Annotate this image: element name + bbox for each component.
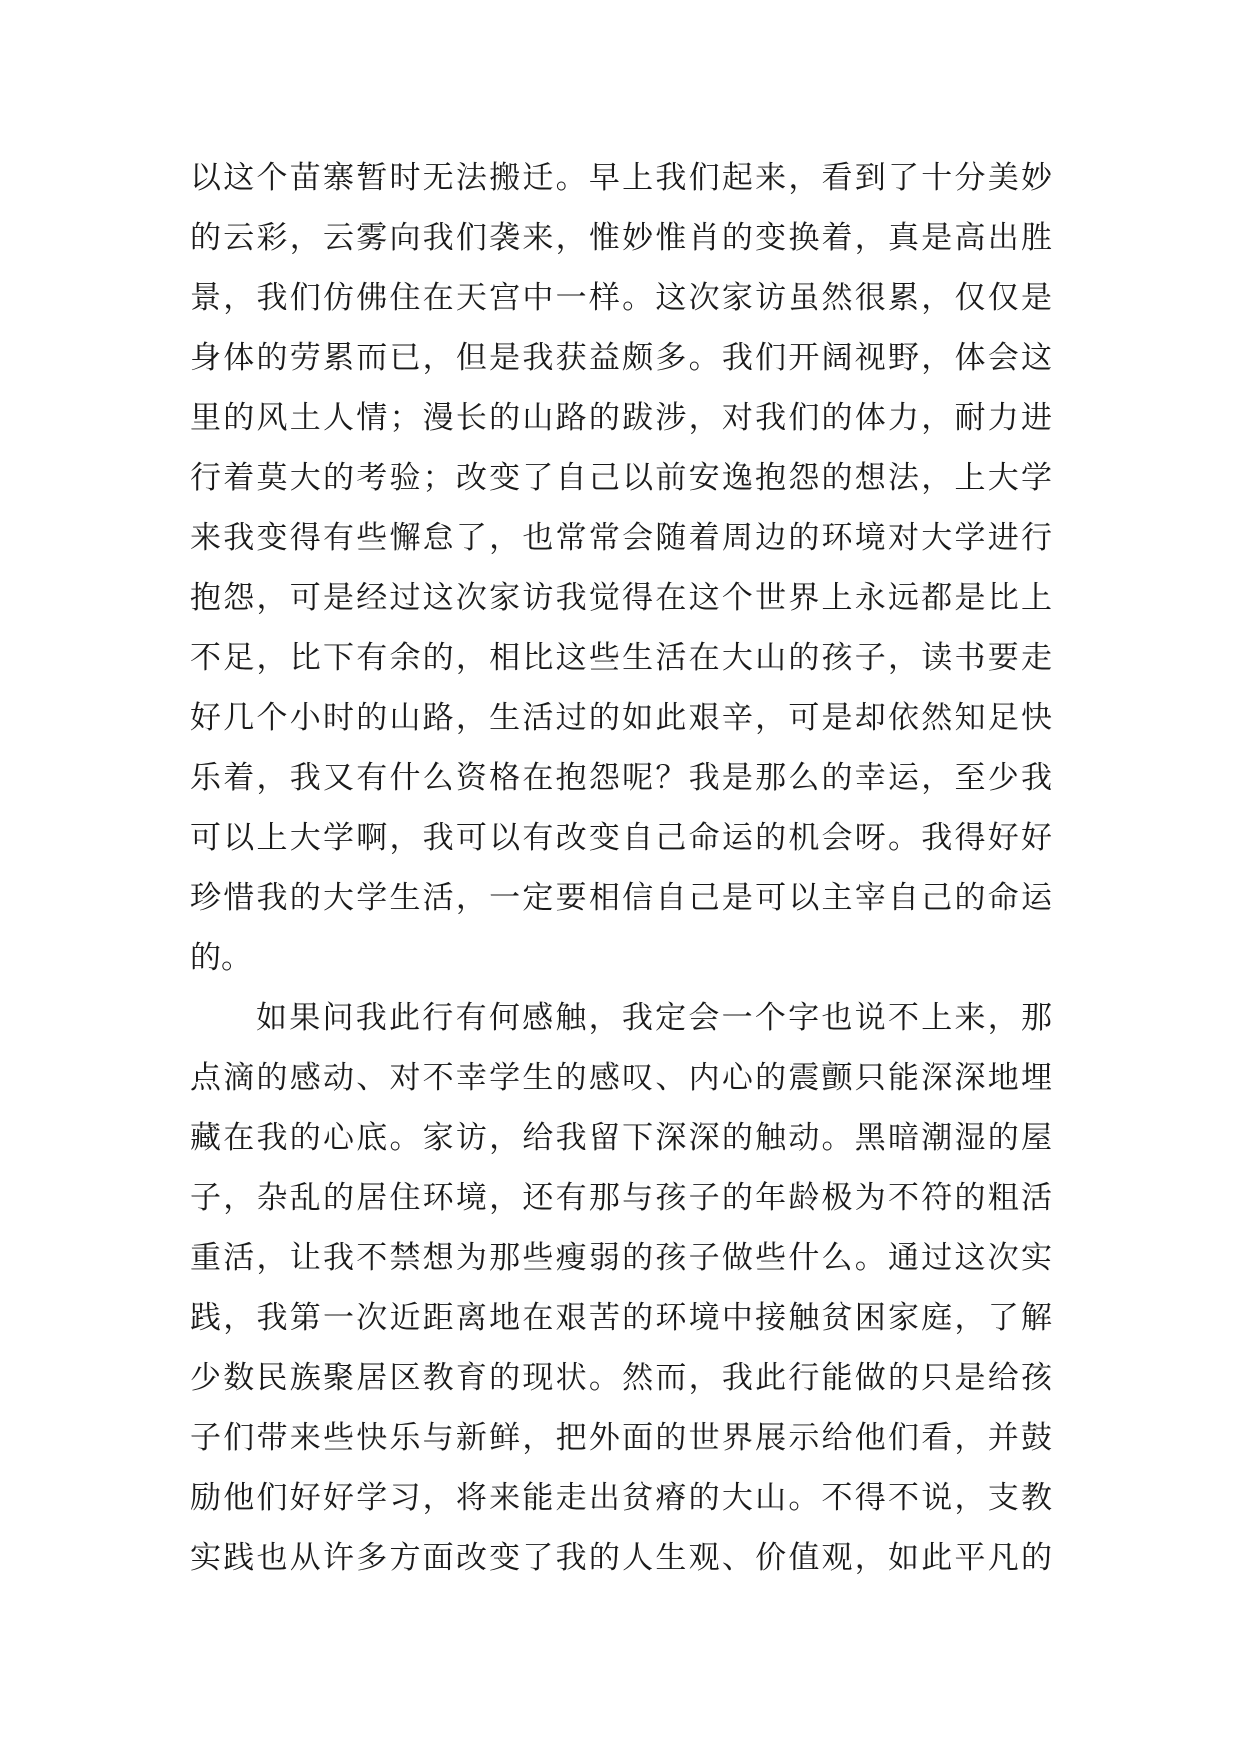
text-line: 来我变得有些懈怠了，也常常会随着周边的环境对大学进行: [190, 520, 1052, 556]
text-line: 子们带来些快乐与新鲜，把外面的世界展示给他们看，并鼓: [190, 1420, 1052, 1456]
text-line: 好几个小时的山路，生活过的如此艰辛，可是却依然知足快: [190, 700, 1052, 736]
text-line: 身体的劳累而已，但是我获益颇多。我们开阔视野，体会这: [190, 340, 1052, 376]
text-line: 藏在我的心底。家访，给我留下深深的触动。黑暗潮湿的屋: [190, 1120, 1052, 1156]
text-line: 少数民族聚居区教育的现状。然而，我此行能做的只是给孩: [190, 1360, 1052, 1396]
text-line: 的云彩，云雾向我们袭来，惟妙惟肖的变换着，真是高出胜: [190, 220, 1052, 256]
text-line: 点滴的感动、对不幸学生的感叹、内心的震颤只能深深地埋: [190, 1060, 1052, 1096]
text-line: 励他们好好学习，将来能走出贫瘠的大山。不得不说，支教: [190, 1480, 1052, 1516]
text-line: 抱怨，可是经过这次家访我觉得在这个世界上永远都是比上: [190, 580, 1052, 616]
text-line: 珍惜我的大学生活，一定要相信自己是可以主宰自己的命运: [190, 880, 1052, 916]
text-line: 里的风土人情；漫长的山路的跋涉，对我们的体力，耐力进: [190, 400, 1052, 436]
paragraph: [190, 988, 1052, 1588]
text-line: 子，杂乱的居住环境，还有那与孩子的年龄极为不符的粗活: [190, 1180, 1052, 1216]
text-line: 重活，让我不禁想为那些瘦弱的孩子做些什么。通过这次实: [190, 1240, 1052, 1276]
document-body: [190, 148, 1052, 1588]
text-line: 如果问我此行有何感触，我定会一个字也说不上来，那: [256, 1000, 1052, 1036]
text-line: 践，我第一次近距离地在艰苦的环境中接触贫困家庭，了解: [190, 1300, 1052, 1336]
text-line: 行着莫大的考验；改变了自己以前安逸抱怨的想法，上大学: [190, 460, 1052, 496]
text-line: 不足，比下有余的，相比这些生活在大山的孩子，读书要走: [190, 640, 1052, 676]
paragraph: [190, 148, 1052, 988]
text-line: 以这个苗寨暂时无法搬迁。早上我们起来，看到了十分美妙: [190, 160, 1052, 196]
text-line: 可以上大学啊，我可以有改变自己命运的机会呀。我得好好: [190, 820, 1052, 856]
text-line: 景，我们仿佛住在天宫中一样。这次家访虽然很累，仅仅是: [190, 280, 1052, 316]
text-line: 的。: [190, 940, 252, 976]
text-line: 实践也从许多方面改变了我的人生观、价值观，如此平凡的: [190, 1540, 1052, 1576]
text-line: 乐着，我又有什么资格在抱怨呢？我是那么的幸运，至少我: [190, 760, 1052, 796]
